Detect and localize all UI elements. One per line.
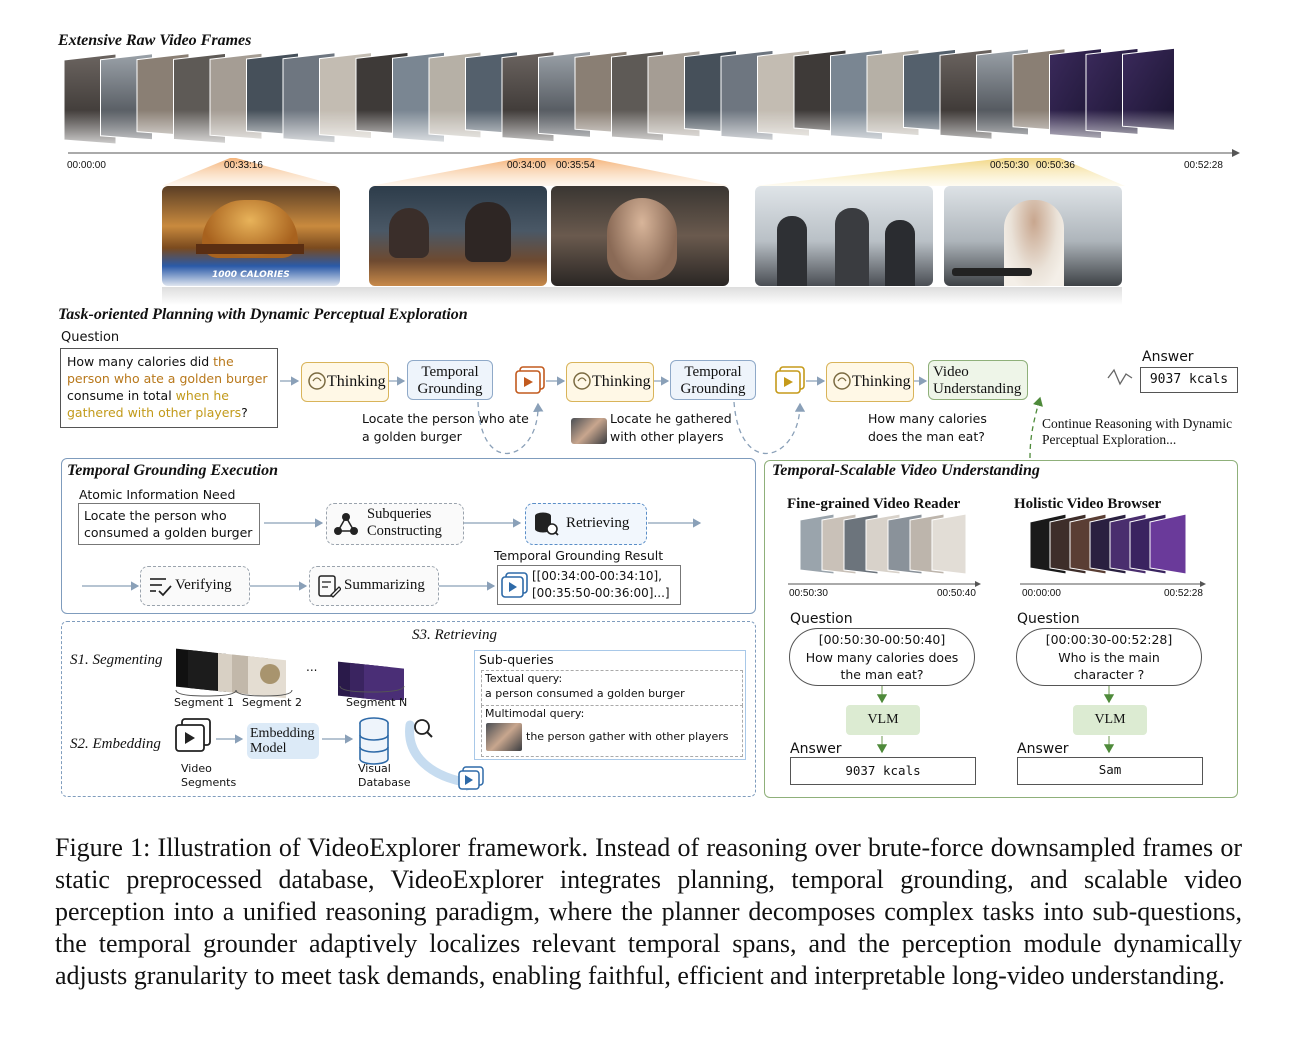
multimodal-text: the person gather with other players xyxy=(526,730,729,743)
frame-table xyxy=(369,186,547,286)
segment-1: Segment 1 xyxy=(174,696,234,709)
holistic-tick-end: 00:52:28 xyxy=(1164,588,1203,599)
frame-burger xyxy=(162,186,340,286)
textual-text: a person consumed a golden burger xyxy=(485,687,685,700)
holistic-question-bubble: [00:00:30-00:52:28] Who is the main character ? xyxy=(1016,628,1202,686)
subqueries-label: Subqueries Constructing xyxy=(367,506,442,539)
brain-icon xyxy=(571,370,593,392)
subqueries-panel-label: Sub-queries xyxy=(479,652,554,667)
fine-tick-end: 00:50:40 xyxy=(937,588,976,599)
tick-2: 00:34:00 xyxy=(507,160,546,171)
calories-label: 1000 CALORIES xyxy=(212,270,290,280)
tick-3: 00:35:54 xyxy=(556,160,595,171)
verifying-box xyxy=(140,566,250,606)
segment-n: Segment N xyxy=(346,696,408,709)
summary-doc-icon xyxy=(317,574,341,598)
question-label: Question xyxy=(61,330,120,345)
retrieving-label: Retrieving xyxy=(566,515,630,531)
atomic-label: Atomic Information Need xyxy=(79,487,236,502)
database-search-icon xyxy=(533,511,559,537)
result-text: [[00:34:00-00:34:10], [00:35:50-00:36:00]...] xyxy=(532,569,670,600)
segment-frames xyxy=(170,640,420,700)
checklist-icon xyxy=(148,575,172,597)
temporal-grounding-1: Temporal Grounding xyxy=(407,360,493,400)
thinking-1 xyxy=(301,362,389,402)
fine-answer-box: 9037 kcals xyxy=(790,757,976,785)
answer-box: 9037 kcals xyxy=(1140,367,1238,393)
holistic-answer-label: Answer xyxy=(1017,741,1069,757)
s3-label: S3. Retrieving xyxy=(412,627,497,643)
subtask-thumb xyxy=(571,418,607,444)
thinking-1-label: Thinking xyxy=(327,373,386,390)
frame-fade xyxy=(60,110,1240,150)
fine-vlm: VLM xyxy=(846,705,920,735)
segment-2: Segment 2 xyxy=(242,696,302,709)
subqueries-panel xyxy=(474,650,746,760)
frames-title: Extensive Raw Video Frames xyxy=(58,32,252,49)
question-part-3: consume in total xyxy=(67,388,176,403)
planning-title: Task-oriented Planning with Dynamic Perceptual Exploration xyxy=(58,306,468,323)
fine-answer-label: Answer xyxy=(790,741,842,757)
subtask-2: Locate he gathered with other players xyxy=(610,411,732,444)
tick-5: 00:50:36 xyxy=(1036,160,1075,171)
verifying-label: Verifying xyxy=(175,577,232,593)
atomic-box: Locate the person who consumed a golden burger xyxy=(78,503,260,545)
s1-label: S1. Segmenting xyxy=(70,652,163,668)
retrieving-box xyxy=(525,503,647,545)
holistic-frame xyxy=(1150,514,1186,574)
thinking-2 xyxy=(566,362,654,402)
result-label: Temporal Grounding Result xyxy=(494,548,664,563)
fine-question-bubble: [00:50:30-00:50:40] How many calories does the man eat? xyxy=(789,628,975,686)
holistic-title: Holistic Video Browser xyxy=(1014,496,1162,512)
visual-database-label: Visual Database xyxy=(358,762,411,789)
result-box xyxy=(497,565,681,605)
question-highlight-burger: the person who ate a golden burger xyxy=(67,354,268,386)
tsvu-strips xyxy=(780,510,1220,595)
subtask-3: How many calories does the man eat? xyxy=(868,411,987,444)
thinking-3-label: Thinking xyxy=(852,373,911,390)
embedding-model-box: Embedding Model xyxy=(247,723,319,759)
multimodal-query-box xyxy=(481,705,743,757)
fine-question-label: Question xyxy=(790,611,853,627)
video-clip-icon xyxy=(501,572,529,600)
tsvu-title: Temporal-Scalable Video Understanding xyxy=(772,462,1040,479)
summarizing-box xyxy=(309,566,439,606)
video-icon-2 xyxy=(775,366,807,396)
tick-0: 00:00:00 xyxy=(67,160,106,171)
brain-icon xyxy=(306,370,328,392)
holistic-vlm: VLM xyxy=(1073,705,1147,735)
figure-caption: Figure 1: Illustration of VideoExplorer framework. Instead of reasoning over brute-force downsampled frames or static preprocessed database, VideoExplorer integrates planning, temporal grounding, and scalable video perception into a unified reasoning paradigm, where the planner decomposes complex tasks into sub-questions, the temporal grounder adaptively localizes relevant temporal spans, and the perception module dynamically adjusts granularity to meet task demands, enabling faithful, efficient and interpretable long-video understanding. xyxy=(55,833,1242,990)
tick-4: 00:50:30 xyxy=(990,160,1029,171)
network-icon xyxy=(333,512,359,536)
tge-title: Temporal Grounding Execution xyxy=(67,462,279,479)
frame-airport-1 xyxy=(755,186,933,286)
tick-1: 00:33:16 xyxy=(224,160,263,171)
textual-label: Textual query: xyxy=(485,672,563,685)
s2-label: S2. Embedding xyxy=(70,736,161,752)
subtask-1: Locate the person who ate a golden burger xyxy=(362,411,529,444)
answer-label: Answer xyxy=(1142,349,1194,365)
fine-title: Fine-grained Video Reader xyxy=(787,496,961,512)
brain-icon xyxy=(831,370,853,392)
tick-6: 00:52:28 xyxy=(1184,160,1223,171)
multimodal-thumb xyxy=(486,723,522,751)
frame-face xyxy=(551,186,729,286)
temporal-grounding-2: Temporal Grounding xyxy=(670,360,756,400)
reflection xyxy=(162,287,1122,305)
video-understanding: Video Understanding xyxy=(928,360,1028,400)
question-part-5: ? xyxy=(241,405,248,420)
fine-tick-start: 00:50:30 xyxy=(789,588,828,599)
segments-ellipsis: ... xyxy=(306,660,318,674)
holistic-tick-start: 00:00:00 xyxy=(1022,588,1061,599)
video-segments-label: Video Segments xyxy=(181,762,237,789)
video-icon-1 xyxy=(515,366,547,396)
holistic-answer-box: Sam xyxy=(1017,757,1203,785)
fine-frame xyxy=(932,514,966,574)
question-part-1: How many calories did xyxy=(67,354,214,369)
continue-note: Continue Reasoning with Dynamic Perceptual Exploration... xyxy=(1042,416,1233,447)
subqueries-box xyxy=(326,503,464,545)
multimodal-label: Multimodal query: xyxy=(485,707,585,720)
textual-query-box xyxy=(481,670,743,706)
question-highlight-gather: when he gathered with other players xyxy=(67,388,242,420)
holistic-question-label: Question xyxy=(1017,611,1080,627)
thinking-2-label: Thinking xyxy=(592,373,651,390)
summarizing-label: Summarizing xyxy=(344,577,425,593)
thinking-3 xyxy=(826,362,914,402)
frame-airport-2 xyxy=(944,186,1122,286)
